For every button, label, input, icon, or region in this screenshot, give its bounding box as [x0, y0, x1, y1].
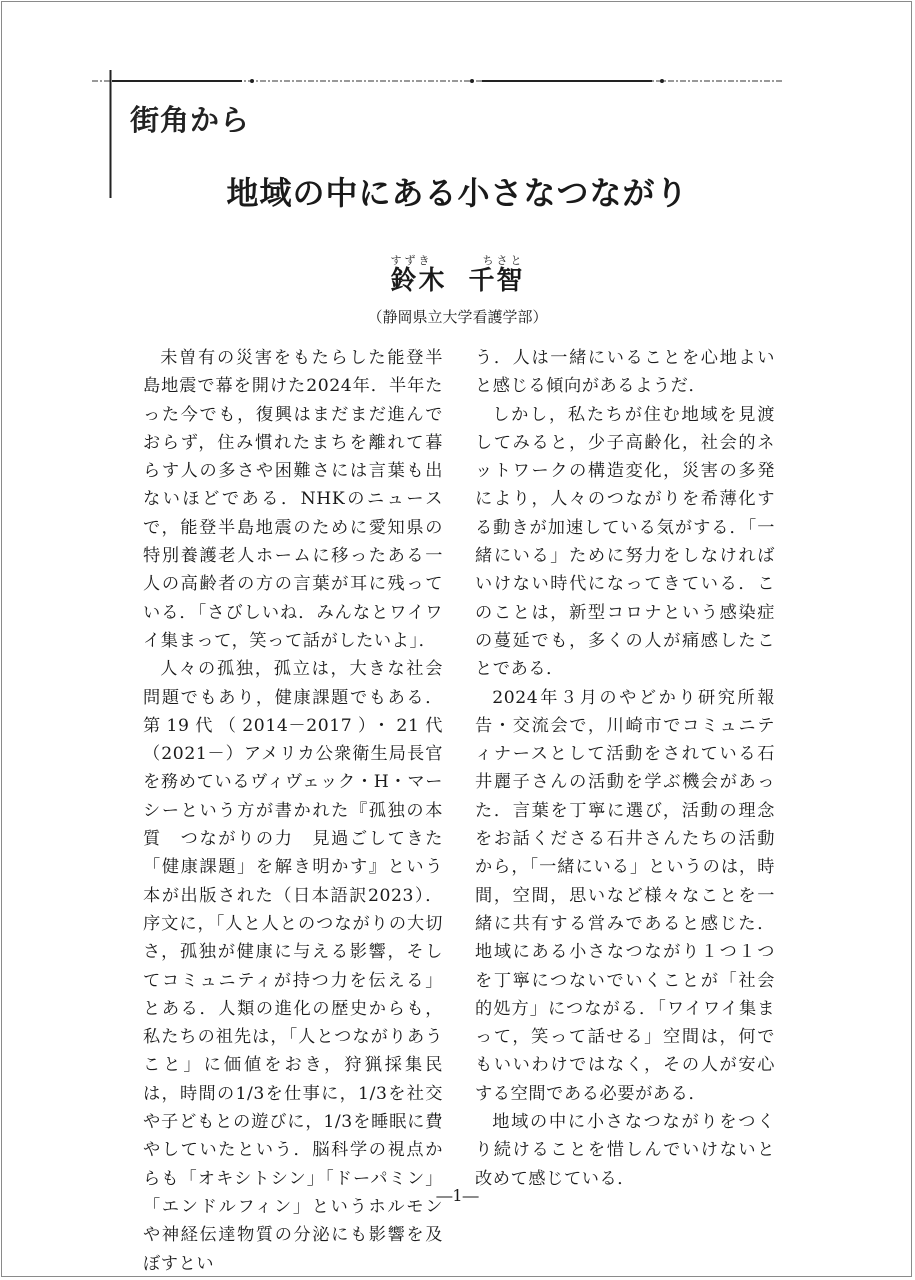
page-number: ―1― — [436, 1186, 479, 1205]
author-ruby — [0, 252, 915, 266]
paragraph: しかし，私たちが住む地域を見渡してみると，少子高齢化，社会的ネットワークの構造変化，災害の多発により，人々のつながりを希薄化する動きが加速している気がする．「一緒にいる」ために努力をしなければいけない時代になってきている．このことは，新型コロナという感染症の蔓延でも，多くの人が痛感したことである． — [475, 404, 775, 680]
paragraph: 2024年３月のやどかり研究所報告・交流会で，川崎市でコミュニティナースとして活動をされている石井麗子さんの活動を学ぶ機会があった．言葉を丁寧に選び，活動の理念をお話くださる石井さんたちの活動から，「一緒にいる」というのは，時間，空間，思いなど様々なことを一緒に共有する営みであると感じた．地域にある小さなつながり１つ１つを丁寧につないでいくことが「社会的処方」につながる．「ワイワイ集まって，笑って話せる」空間は，何でもいいわけではなく，その人が安心する空間である必要がある． — [475, 687, 775, 1104]
author-family-name: 鈴木 — [390, 266, 447, 296]
author-block — [0, 252, 915, 327]
ruby-given: ちさと — [482, 254, 525, 267]
paragraph: う．人は一緒にいることを心地よいと感じる傾向があるようだ． — [475, 348, 775, 397]
author-name — [0, 266, 915, 296]
paragraph: 地域の中に小さなつながりをつくり続けることを惜しんでいけないと改めて感じている． — [475, 1112, 775, 1189]
paragraph: 人々の孤独，孤立は，大きな社会問題でもあり，健康課題でもある．第19代（2014－2017）・21代（2021－）アメリカ公衆衛生局長官を務めているヴィヴェック・H・マーシーという方が書かれた『孤独の本質 つながりの力 見過ごしてきた「健康課題」を解き明かす』という本が出版された（日本語訳2023）．序文に，「人と人とのつながりの大切さ，孤独が健康に与える影響，そしてコミュニティが持つ力を伝える」とある．人類の進化の歴史からも，私たちの祖先は，「人とつながりあうこと」に価値をおき，狩猟採集民は，時間の1/3を仕事に，1/3を社交や子どもとの遊びに，1/3を睡眠に費やしていたという．脳科学の視点からも「オキシトシン」「ドーパミン」「エンドルフィン」というホルモンや神経伝達物質の分泌にも影響を及ぼすとい — [143, 659, 443, 1274]
paragraph: 未曽有の災害をもたらした能登半島地震で幕を開けた2024年．半年たった今でも，復興はまだまだ進んでおらず，住み慣れたまちを離れて暮らす人の多さや困難さには言葉も出ないほどである．NHKのニュースで，能登半島地震のために愛知県の特別養護老人ホームに移ったある一人の高齢者の方の言葉が耳に残っている．「さびしいね．みんなとワイワイ集まって，笑って話がしたいよ」． — [143, 348, 443, 651]
ornamental-rule — [92, 78, 782, 84]
body-column-left — [143, 344, 443, 1278]
author-given-name: 千智 — [468, 266, 525, 296]
ruby-family: すずき — [390, 254, 433, 267]
article-title: 地域の中にある小さなつながり — [226, 174, 689, 212]
body-column-right — [475, 344, 775, 1193]
section-label: 街角から — [130, 103, 251, 137]
author-affiliation: （静岡県立大学看護学部） — [367, 308, 548, 326]
